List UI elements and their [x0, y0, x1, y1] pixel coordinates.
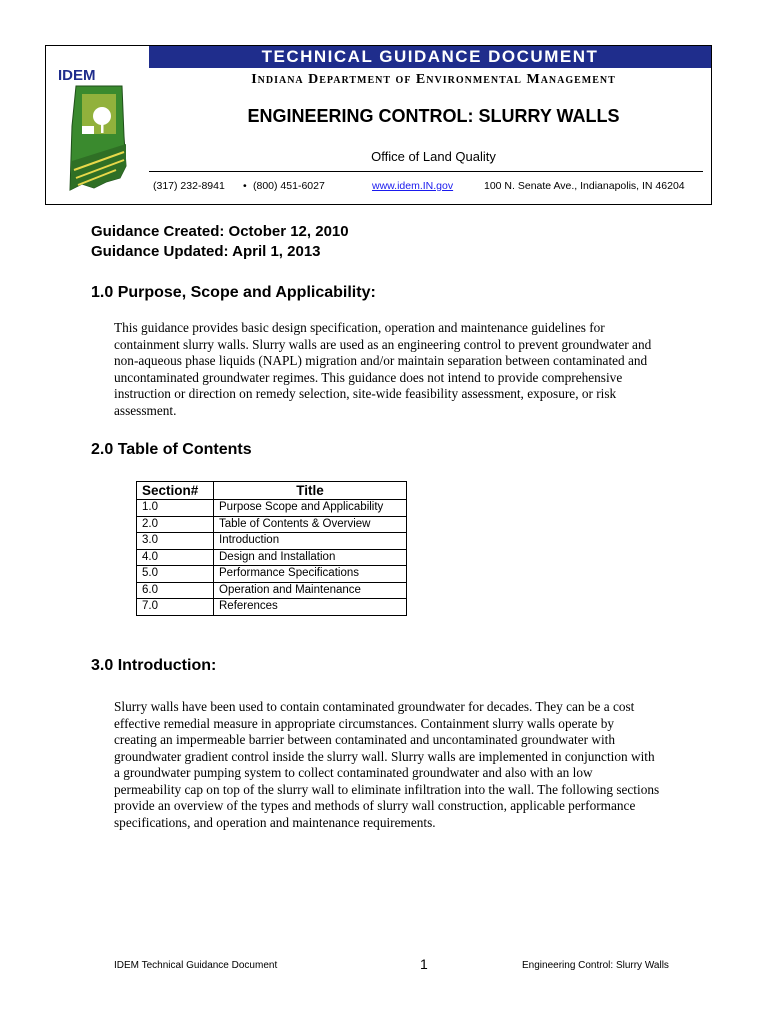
toc-section-num: 7.0 [137, 599, 214, 616]
toc-section-num: 4.0 [137, 549, 214, 566]
toc-section-title: Table of Contents & Overview [214, 516, 407, 533]
table-row [137, 582, 407, 599]
agency-name: Indiana Department of Environmental Management [251, 72, 616, 87]
guidance-updated: Guidance Updated: April 1, 2013 [91, 243, 321, 260]
toc-col-section: Section# [137, 482, 214, 500]
contact-line [153, 180, 713, 194]
table-row [137, 516, 407, 533]
toc-col-title: Title [214, 482, 407, 500]
website-link[interactable]: www.idem.IN.gov [372, 180, 454, 192]
toc-section-title: Purpose Scope and Applicability [214, 500, 407, 517]
phone-primary: (317) 232-8941 [153, 180, 225, 192]
toc-section-title: Performance Specifications [214, 566, 407, 583]
document-title: ENGINEERING CONTROL: SLURRY WALLS [247, 106, 620, 126]
bullet-separator: • [243, 180, 247, 192]
toc-section-title: Operation and Maintenance [214, 582, 407, 599]
page-number: 1 [420, 956, 428, 972]
table-of-contents [136, 481, 407, 616]
idem-logo-text: IDEM [58, 67, 96, 84]
footer-right: Engineering Control: Slurry Walls [522, 960, 669, 971]
section3-body: Slurry walls have been used to contain contaminated groundwater for decades. They can be a cost effective remedial measure in appropriate circumstances. Containment slurry walls operate by creating an impermeable barrier between contaminated and uncontaminated groundwater with groundwater gradient control inside the slurry wall. Slurry walls are implemented in conjunction with a groundwater pumping system to collect contaminated groundwater and also with an low permeability cap on top of the slurry wall to eliminate infiltration into the wall. The following sections provide an overview of the types and methods of slurry wall construction, applicable performance specifications, and operation and maintenance requirements. [114, 699, 660, 830]
toc-section-title: Introduction [214, 533, 407, 550]
table-row [137, 549, 407, 566]
toc-section-num: 2.0 [137, 516, 214, 533]
footer-left: IDEM Technical Guidance Document [114, 960, 278, 971]
toc-section-num: 5.0 [137, 566, 214, 583]
table-row [137, 500, 407, 517]
tree-shape [93, 107, 111, 125]
barn-shape [82, 126, 94, 134]
address: 100 N. Senate Ave., Indianapolis, IN 46204 [484, 180, 685, 192]
toc-section-num: 3.0 [137, 533, 214, 550]
toc-header-row [137, 482, 407, 500]
guidance-dates [91, 222, 349, 262]
table-row [137, 533, 407, 550]
toc-section-title: References [214, 599, 407, 616]
guidance-created: Guidance Created: October 12, 2010 [91, 223, 349, 240]
idem-logo [54, 66, 144, 198]
office-name: Office of Land Quality [371, 149, 496, 164]
header-band: TECHNICAL GUIDANCE DOCUMENT [149, 46, 711, 68]
section1-heading: 1.0 Purpose, Scope and Applicability: [91, 284, 376, 301]
toc-section-num: 6.0 [137, 582, 214, 599]
section1-body: This guidance provides basic design specification, operation and maintenance guidelines for containment slurry walls. Slurry walls are used as an engineering control to prevent groundwater and non-aqueous phase liquids (NAPL) migration and/or maintain separation between contaminated and uncontaminated groundwater regimes. This guidance does not intend to provide comprehensive instruction or direction on remedy selection, site-wide feasibility assessment, exposure, or risk assessment. [114, 320, 652, 418]
toc-section-num: 1.0 [137, 500, 214, 517]
header-divider [149, 171, 703, 172]
toc-section-title: Design and Installation [214, 549, 407, 566]
section3-heading: 3.0 Introduction: [91, 657, 217, 674]
section2-heading: 2.0 Table of Contents [91, 441, 252, 458]
phone-tollfree: (800) 451-6027 [253, 180, 325, 192]
table-row [137, 599, 407, 616]
header-box [45, 45, 712, 205]
table-row [137, 566, 407, 583]
